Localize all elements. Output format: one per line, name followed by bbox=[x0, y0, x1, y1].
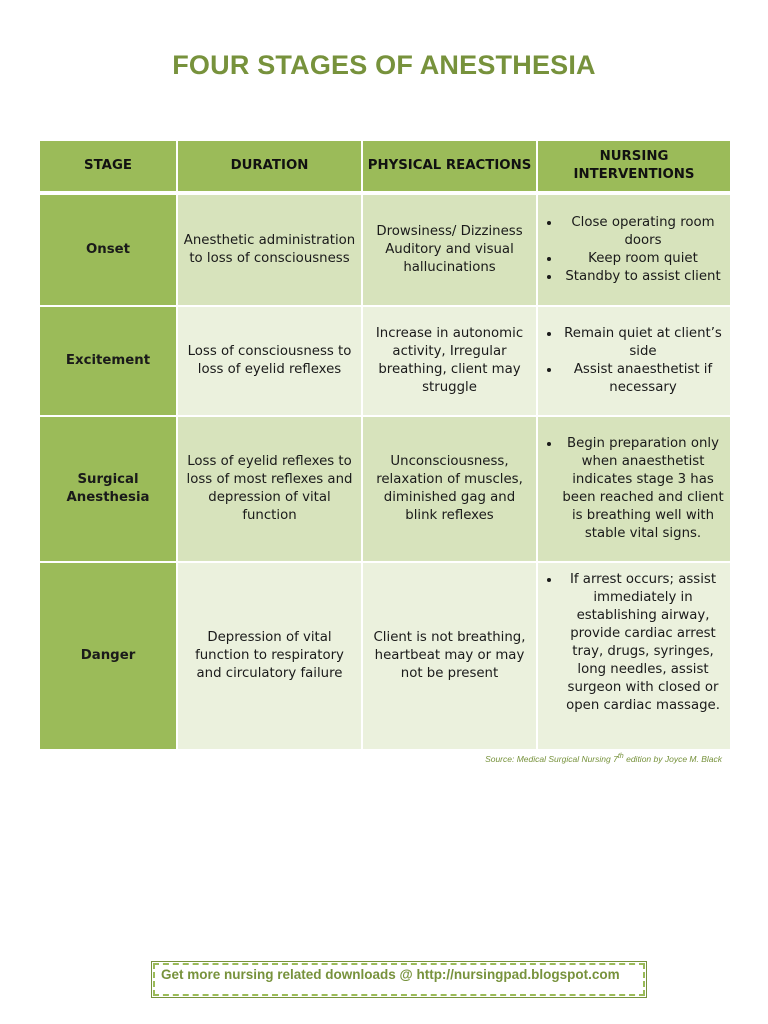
source-text-suffix: edition by Joyce M. Black bbox=[623, 753, 722, 764]
interventions-list bbox=[543, 325, 725, 397]
interventions-list bbox=[543, 571, 725, 715]
interventions-cell bbox=[538, 307, 730, 417]
list-item: • Keep room quiet bbox=[561, 250, 725, 268]
duration-cell: Loss of eyelid reflexes to loss of most reflexes and depression of vital function bbox=[178, 417, 363, 563]
list-item: • Assist anaesthetist if necessary bbox=[561, 361, 725, 397]
source-text: Source: Medical Surgical Nursing 7 bbox=[485, 753, 618, 764]
duration-cell: Loss of consciousness to loss of eyelid reflexes bbox=[178, 307, 363, 417]
interventions-list bbox=[543, 435, 725, 543]
interventions-cell bbox=[538, 417, 730, 563]
table-row bbox=[40, 307, 730, 417]
table-row bbox=[40, 563, 730, 749]
list-item: • Close operating room doors bbox=[561, 214, 725, 250]
stage-cell: Excitement bbox=[40, 307, 178, 417]
interventions-list bbox=[543, 214, 725, 286]
list-item: • Standby to assist client bbox=[561, 268, 725, 286]
page-title: FOUR STAGES OF ANESTHESIA bbox=[172, 50, 596, 80]
header-physical-reactions: PHYSICAL REACTIONS bbox=[363, 141, 538, 191]
list-item: • Remain quiet at client’s side bbox=[561, 325, 725, 361]
list-item: • If arrest occurs; assist immediately in establishing airway, provide cardiac arrest tray, drugs, syringes, long needles, assist surgeon with closed or open cardiac massage. bbox=[561, 571, 725, 715]
header-duration: DURATION bbox=[178, 141, 363, 191]
stage-cell: Surgical Anesthesia bbox=[40, 417, 178, 563]
table-header-row bbox=[40, 141, 730, 191]
footer-link[interactable]: Get more nursing related downloads @ http://nursingpad.blogspot.com bbox=[161, 967, 620, 982]
list-item: • Begin preparation only when anaesthetist indicates stage 3 has been reached and client is breathing well with stable vital signs. bbox=[561, 435, 725, 543]
stage-cell: Onset bbox=[40, 195, 178, 307]
reactions-cell: Increase in autonomic activity, Irregular breathing, client may struggle bbox=[363, 307, 538, 417]
reactions-cell: Client is not breathing, heartbeat may or may not be present bbox=[363, 563, 538, 749]
stage-cell: Danger bbox=[40, 563, 178, 749]
interventions-cell bbox=[538, 195, 730, 307]
table-row bbox=[40, 195, 730, 307]
footer-banner bbox=[151, 961, 647, 998]
header-stage: STAGE bbox=[40, 141, 178, 191]
interventions-cell bbox=[538, 563, 730, 749]
anesthesia-stages-table bbox=[40, 141, 730, 749]
reactions-cell: Drowsiness/ Dizziness Auditory and visual hallucinations bbox=[363, 195, 538, 307]
source-citation bbox=[40, 752, 722, 764]
table-row bbox=[40, 417, 730, 563]
duration-cell: Anesthetic administration to loss of consciousness bbox=[178, 195, 363, 307]
header-nursing-interventions: NURSING INTERVENTIONS bbox=[538, 141, 730, 191]
source-superscript: th bbox=[617, 752, 624, 760]
reactions-cell: Unconsciousness, relaxation of muscles, diminished gag and blink reflexes bbox=[363, 417, 538, 563]
duration-cell: Depression of vital function to respiratory and circulatory failure bbox=[178, 563, 363, 749]
